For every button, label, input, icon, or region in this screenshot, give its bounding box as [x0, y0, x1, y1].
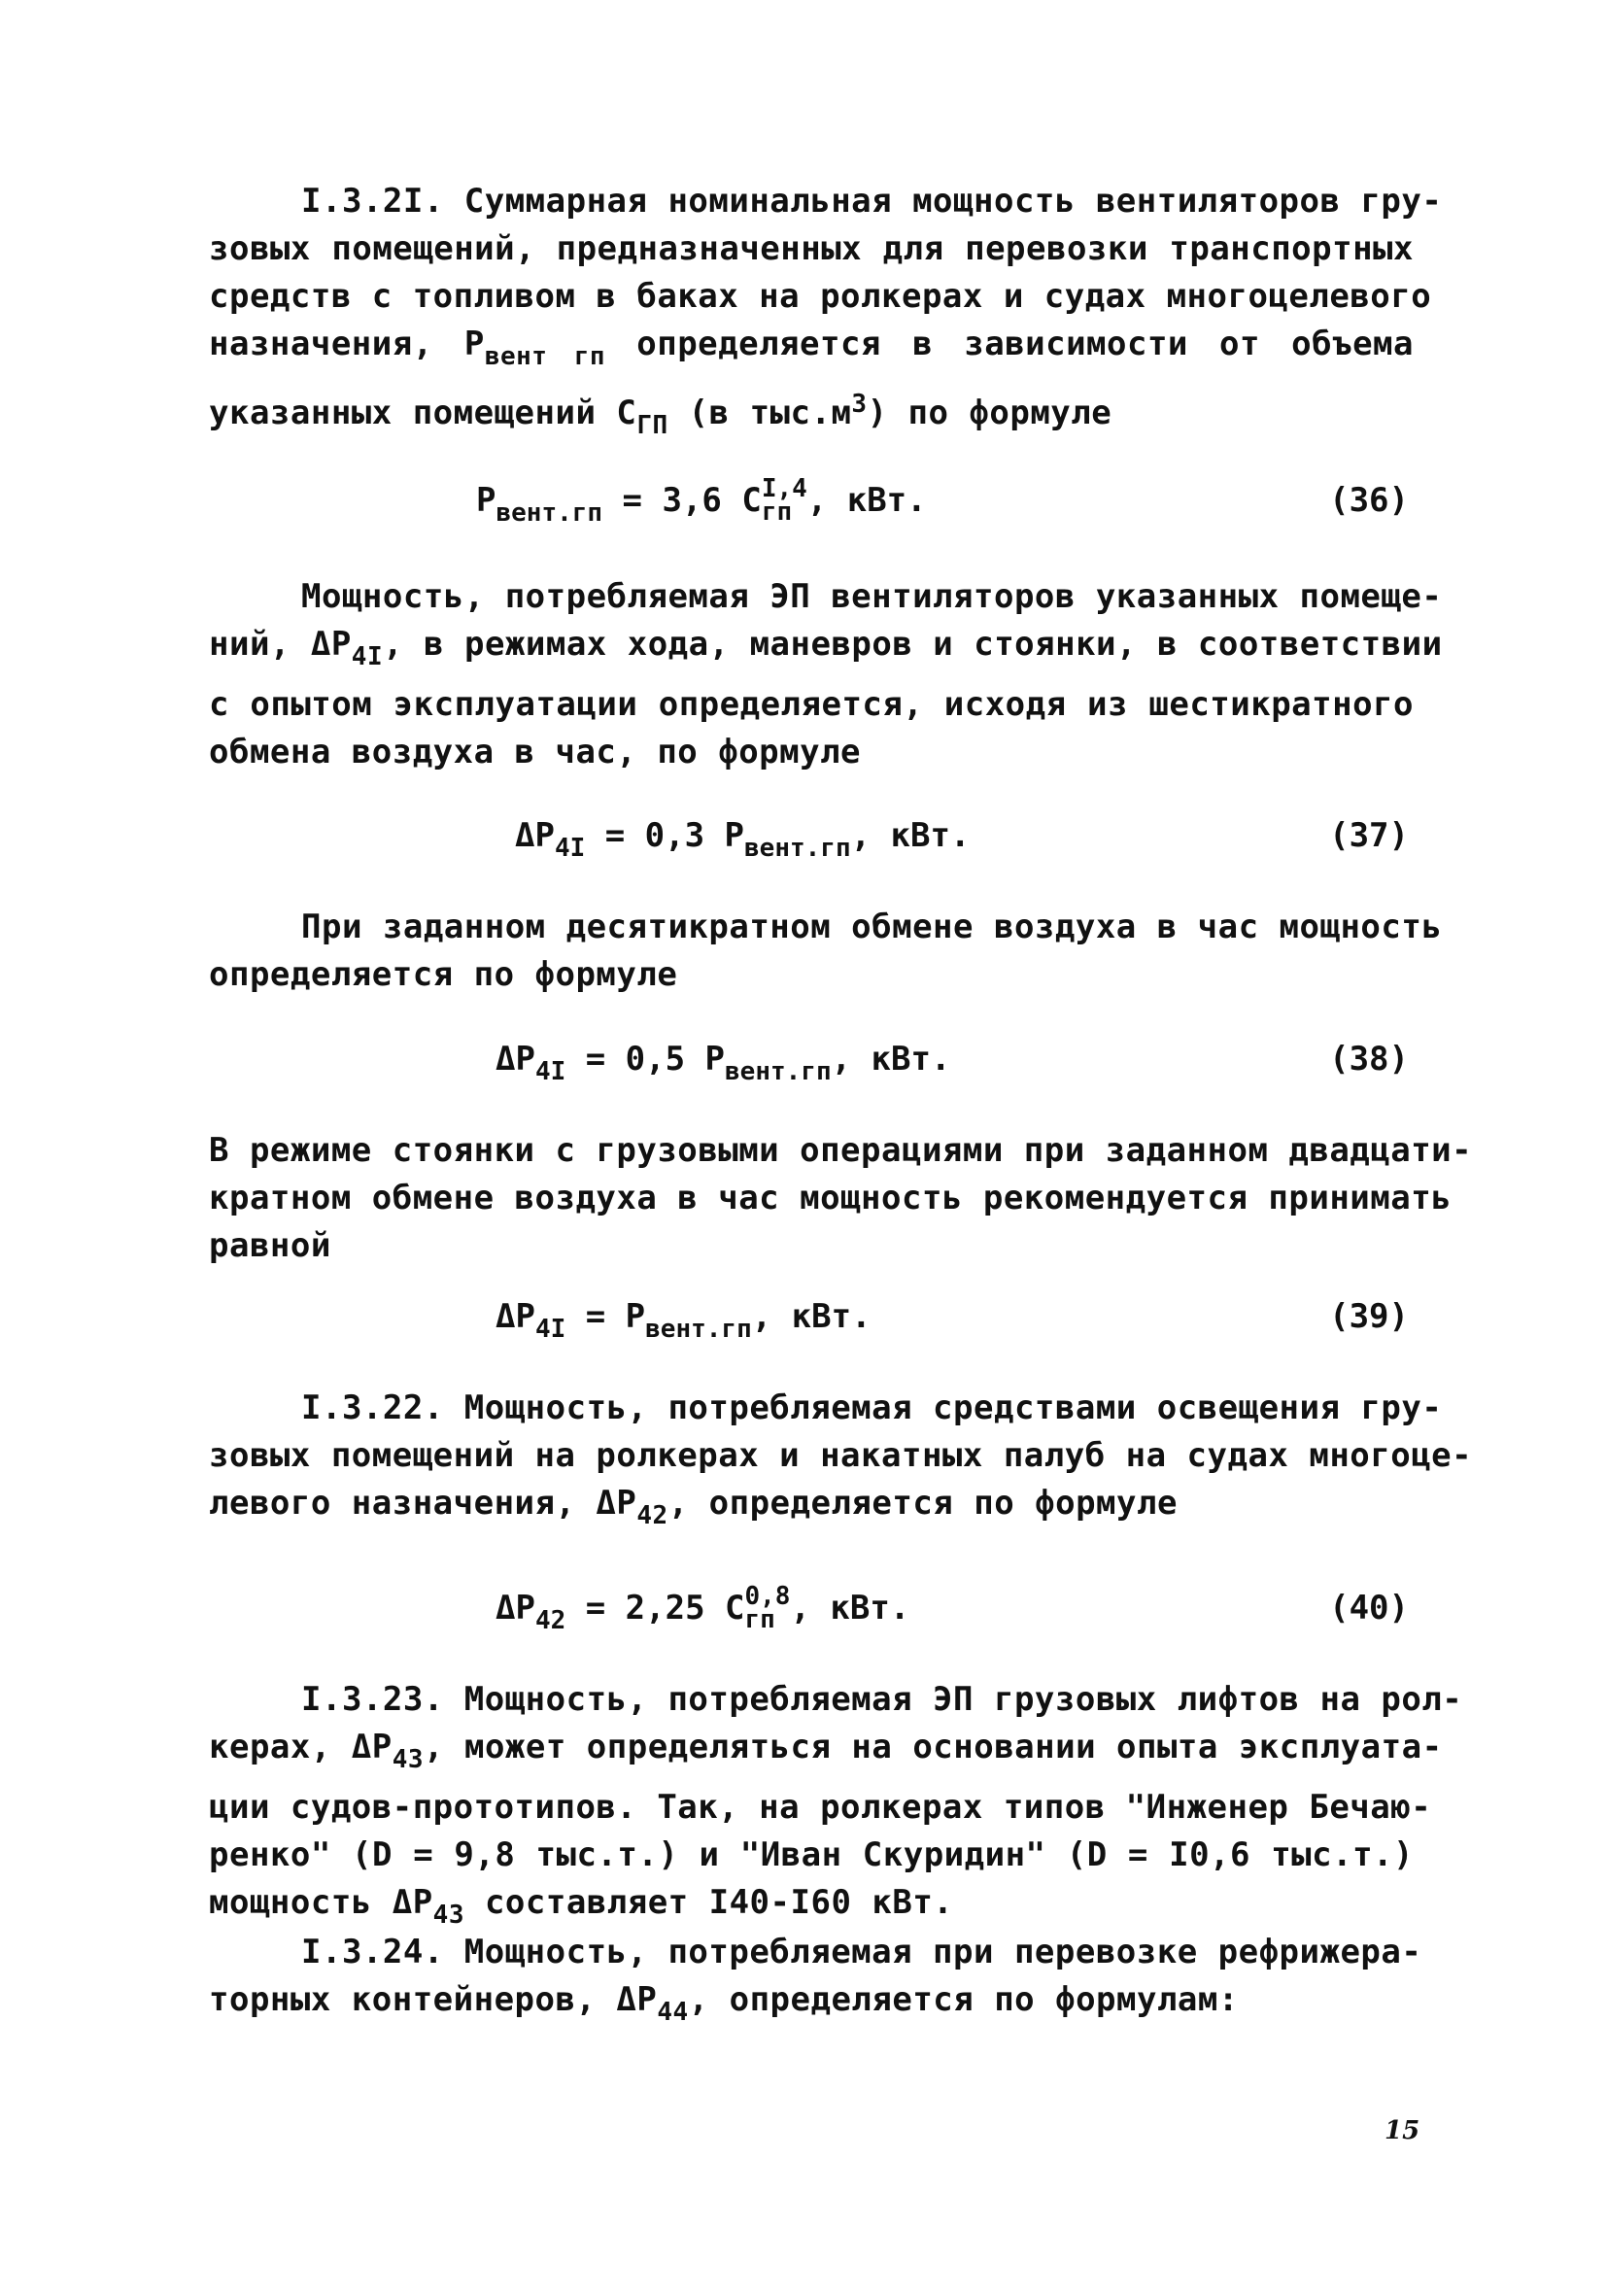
- text-fragment: определяется в зависимости от объема: [605, 325, 1414, 363]
- subscript: гп: [744, 1604, 775, 1634]
- text-fragment: , может определяться на основании опыта эксплуата-: [424, 1728, 1443, 1766]
- exponent-block: [744, 1581, 791, 1634]
- text-line: I.3.23. Мощность, потребляемая ЭП грузовых лифтов на рол-: [301, 1680, 1463, 1719]
- subscript: 4I: [534, 1315, 566, 1344]
- text-fragment: керах, ΔP: [209, 1728, 393, 1766]
- text-line: [209, 621, 1443, 681]
- text-line: [209, 1724, 1443, 1784]
- formula-lhs: ΔP: [496, 1297, 535, 1336]
- subscript: 4I: [534, 1057, 566, 1086]
- equation-number-37: (37): [1329, 816, 1409, 855]
- exponent-block: [761, 473, 807, 527]
- text-line: I.3.24. Мощность, потребляемая при перевозке рефрижера-: [301, 1933, 1422, 1971]
- subscript: 4I: [554, 834, 586, 863]
- formula-lhs: P: [476, 481, 496, 520]
- formula-unit: , кВт.: [850, 816, 971, 855]
- formula-lhs: ΔP: [515, 816, 555, 855]
- equation-number-36: (36): [1329, 481, 1409, 520]
- text-line: зовых помещений, предназначенных для перевозки транспортных: [209, 229, 1414, 268]
- text-line: обмена воздуха в час, по формуле: [209, 733, 862, 771]
- subscript: 4I: [351, 642, 384, 671]
- text-fragment: составляет I40-I60 кВт.: [463, 1883, 954, 1922]
- subscript: вент.гп: [645, 1315, 752, 1344]
- text-line: кратном обмене воздуха в час мощность рекомендуется принимать: [209, 1179, 1453, 1217]
- formula-unit: , кВт.: [790, 1589, 910, 1628]
- subscript: вент.гп: [744, 834, 851, 863]
- text-fragment: назначения, P: [209, 325, 485, 363]
- text-fragment: ) по формуле: [867, 394, 1112, 432]
- paragraph-1-3-24: [209, 1929, 1422, 2037]
- paragraph-1-3-21: [209, 178, 1443, 450]
- text-line: Мощность, потребляемая ЭП вентиляторов указанных помеще-: [301, 577, 1443, 616]
- paragraph-power-fans: [209, 573, 1443, 776]
- text-line: [209, 1976, 1414, 2037]
- formula-rhs: = 0,5 P: [565, 1040, 726, 1079]
- subscript: вент гп: [484, 342, 606, 371]
- subscript: ГП: [636, 411, 668, 440]
- formula-39: [496, 1287, 872, 1346]
- page-number: 15: [1385, 2116, 1420, 2145]
- formula-lhs: ΔP: [496, 1040, 535, 1079]
- text-line: [209, 321, 1414, 381]
- text-line: средств с топливом в баках на ролкерах и судах многоцелевого: [209, 277, 1432, 316]
- text-line: ции судов-прототипов. Так, на ролкерах типов "Инженер Бечаю-: [209, 1788, 1432, 1827]
- text-line: I.3.22. Мощность, потребляемая средствами освещения гру-: [301, 1388, 1443, 1427]
- paragraph-1-3-22: [209, 1385, 1473, 1540]
- formula-unit: , кВт.: [751, 1297, 872, 1336]
- text-line: В режиме стоянки с грузовыми операциями при заданном двадцати-: [209, 1131, 1473, 1170]
- subscript: вент.гп: [725, 1057, 832, 1086]
- text-line: определяется по формуле: [209, 955, 678, 994]
- text-line: равной: [209, 1226, 331, 1265]
- text-line: I.3.2I. Суммарная номинальная мощность вентиляторов гру-: [301, 182, 1443, 221]
- text-fragment: левого назначения, ΔP: [209, 1484, 637, 1523]
- text-fragment: указанных помещений C: [209, 394, 637, 432]
- text-fragment: ний, ΔP: [209, 625, 352, 664]
- subscript: вент.гп: [496, 498, 603, 528]
- subscript: гп: [761, 497, 793, 527]
- subscript: 43: [392, 1745, 425, 1774]
- subscript: 42: [636, 1501, 668, 1530]
- equation-number-40: (40): [1329, 1589, 1409, 1628]
- equation-number-38: (38): [1329, 1040, 1409, 1079]
- formula-40: [496, 1579, 909, 1637]
- equation-number-39: (39): [1329, 1297, 1409, 1336]
- formula-unit: , кВт.: [831, 1040, 951, 1079]
- text-fragment: мощность ΔP: [209, 1883, 433, 1922]
- paragraph-1-3-23: [209, 1676, 1463, 1939]
- formula-36: [476, 471, 927, 530]
- formula-rhs: = 0,3 P: [585, 816, 745, 855]
- text-fragment: , определяется по формулам:: [688, 1980, 1239, 2019]
- paragraph-cargo-ops: [209, 1127, 1473, 1270]
- text-line: ренко" (D = 9,8 тыс.т.) и "Иван Скуридин" (D = I0,6 тыс.т.): [209, 1835, 1414, 1874]
- formula-lhs: ΔP: [496, 1589, 535, 1628]
- superscript: I,4: [761, 473, 807, 503]
- formula-unit: , кВт.: [806, 481, 927, 520]
- text-fragment: , определяется по формуле: [667, 1484, 1178, 1523]
- formula-38: [496, 1030, 950, 1088]
- text-fragment: торных контейнеров, ΔP: [209, 1980, 658, 2019]
- formula-rhs: = 3,6 C: [602, 481, 762, 520]
- superscript: 3: [851, 390, 868, 419]
- formula-rhs: = 2,25 C: [565, 1589, 745, 1628]
- subscript: 43: [432, 1901, 464, 1930]
- text-line: При заданном десятикратном обмене воздуха в час мощность: [301, 908, 1443, 946]
- superscript: 0,8: [744, 1581, 791, 1611]
- paragraph-tenfold: [209, 904, 1443, 999]
- text-fragment: , в режимах хода, маневров и стоянки, в соответствии: [383, 625, 1443, 664]
- text-line: с опытом эксплуатации определяется, исходя из шестикратного: [209, 685, 1414, 724]
- text-line: зовых помещений на ролкерах и накатных палуб на судах многоце-: [209, 1436, 1473, 1475]
- formula-rhs: = P: [565, 1297, 646, 1336]
- text-line: [209, 381, 1414, 450]
- formula-37: [515, 806, 970, 865]
- subscript: 44: [657, 1998, 689, 2027]
- text-fragment: (в тыс.м: [667, 394, 852, 432]
- text-line: [209, 1480, 1414, 1540]
- subscript: 42: [534, 1606, 566, 1635]
